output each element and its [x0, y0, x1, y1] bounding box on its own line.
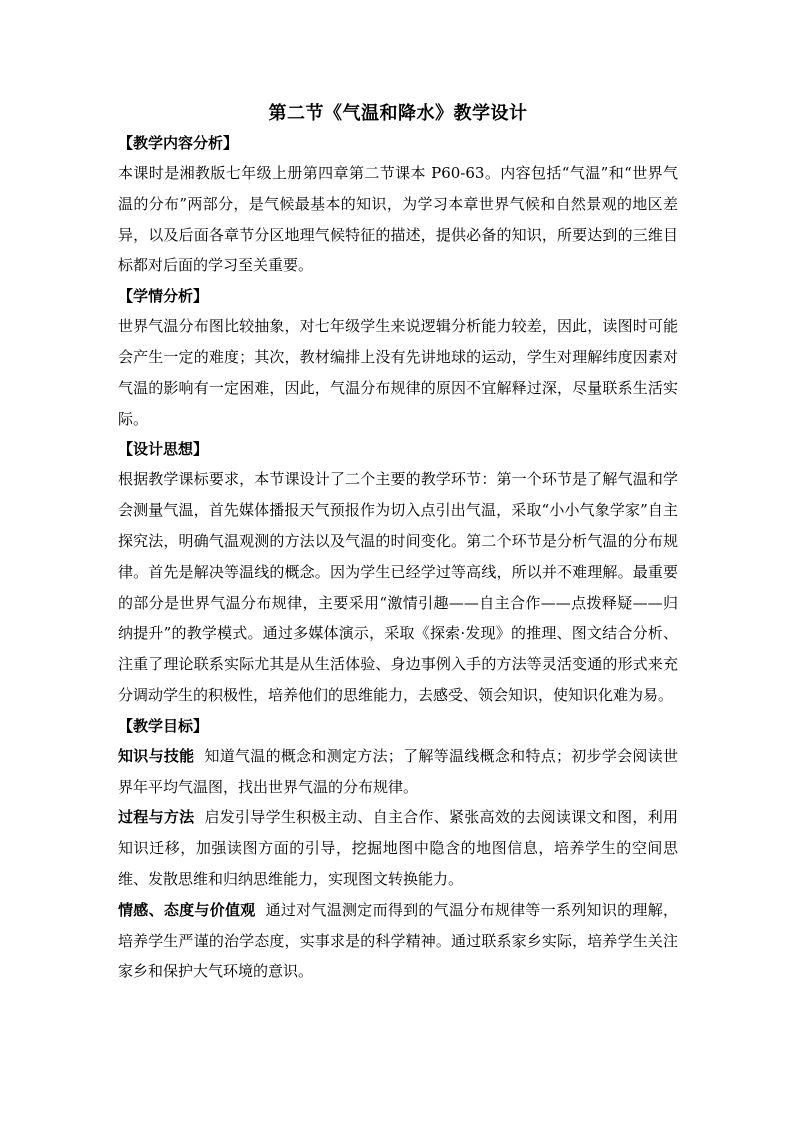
section-heading-student-analysis: 【学情分析】 [118, 287, 209, 306]
document-page [118, 100, 678, 987]
section-text-student-analysis: 世界气温分布图比较抽象，对七年级学生来说逻辑分析能力较差，因此，读图时可能会产生一定的难度；其次，教材编排上没有先讲地球的运动，学生对理解纬度因素对气温的影响有一定困难，因此，气温分布规律的原因不宜解释过深，尽量联系生活实际。 [118, 317, 678, 428]
section-heading-teaching-goals: 【教学目标】 [118, 716, 209, 735]
goal-attitude-values [118, 895, 678, 987]
document-title: 第二节《气温和降水》教学设计 [268, 103, 528, 124]
goal-process-method [118, 802, 678, 894]
goal-label: 知识与技能 [118, 746, 195, 765]
goal-text: 知道气温的概念和测定方法；了解等温线概念和特点；初步学会阅读世界年平均气温图，找出世界气温的分布规律。 [118, 746, 678, 796]
goal-knowledge-skills [118, 741, 678, 803]
section-heading-content-analysis: 【教学内容分析】 [118, 134, 239, 152]
goal-text: 启发引导学生积极主动、自主合作、紧张高效的去阅读课文和图，利用知识迁移，加强读图方面的引导，挖掘地图中隐含的地图信息，培养学生的空间思维、发散思维和归纳思维能力，实现图文转换能力。 [118, 808, 678, 888]
goal-text: 通过对气温测定而得到的气温分布规律等一系列知识的理解，培养学生严谨的治学态度，实事求是的科学精神。通过联系家乡实际，培养学生关注家乡和保护大气环境的意识。 [118, 900, 678, 981]
goal-label: 情感、态度与价值观 [118, 900, 256, 919]
section-text-content-analysis: 本课时是湘教版七年级上册第四章第二节课本 P60-63。内容包括“气温”和“世界气温的分布”两部分，是气候最基本的知识，为学习本章世界气候和自然景观的地区差异，以及后面各章节分区地理气候特征的描述，提供必备的知识，所要达到的三维目标都对后面的学习至关重要。 [118, 164, 678, 275]
goal-label: 过程与方法 [118, 808, 195, 827]
section-heading-design-idea: 【设计思想】 [118, 440, 209, 459]
section-text-design-idea: 根据教学课标要求，本节课设计了二个主要的教学环节：第一个环节是了解气温和学会测量气温，首先媒体播报天气预报作为切入点引出气温，采取“小小气象学家”自主探究法，明确气温观测的方法以及气温的时间变化。第二个环节是分析气温的分布规律。首先是解决等温线的概念。因为学生已经学过等高线，所以并不难理解。最重要的部分是世界气温分布规律，主要采用“激情引趣——自主合作——点拨释疑——归纳提升”的教学模式。通过多媒体演示，采取《探索·发现》的推理、图文结合分析、注重了理论联系实际尤其是从生活体验、身边事例入手的方法等灵活变通的形式来充分调动学生的积极性，培养他们的思维能力，去感受、领会知识，使知识化难为易。 [118, 470, 678, 704]
